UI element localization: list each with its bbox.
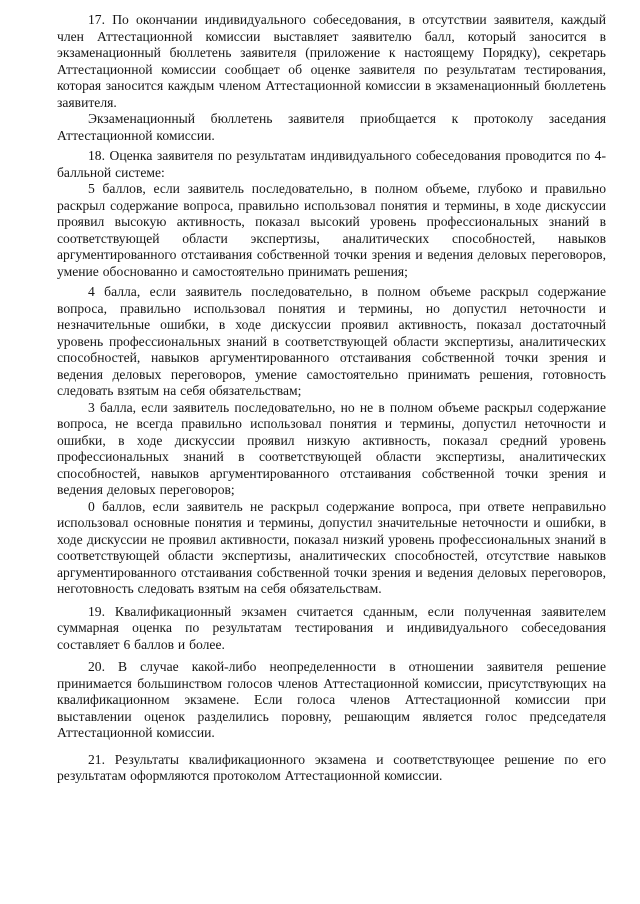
paragraph-score-3: 3 балла, если заявитель последовательно, но не в полном объеме раскрыл содержание вопроса, не всегда правильно использовал понятия и термины, допустил неточности и ошибки, в ходе дискуссии проявил низкую активность, показал средний уровень профессиональных знаний в соответствующей области экспертизы, аналитических способностей, навыков аргументированного отстаивания собственной точки зрения и ведения деловых переговоров;	[57, 399, 606, 497]
paragraph-score-0: 0 баллов, если заявитель не раскрыл содержание вопроса, при ответе неправильно использовал основные понятия и термины, допустил значительные неточности и ошибки, в ходе дискуссии не проявил активности, показал низкий уровень профессиональных знаний в соответствующей области экспертизы, аналитических способностей, отсутствие навыков аргументированного отстаивания собственной точки зрения и ведения деловых переговоров, неготовность следовать взятым на себя обязательствам.	[57, 498, 606, 596]
paragraph-18: 18. Оценка заявителя по результатам индивидуального собеседования проводится по 4-балльной системе:	[57, 148, 606, 180]
paragraph-17: 17. По окончании индивидуального собеседования, в отсутствии заявителя, каждый член Аттестационной комиссии выставляет заявителю балл, который заносится в экзаменационный бюллетень заявителя (приложение к настоящему Порядку), секретарь Аттестационной комиссии сообщает об оценке заявителя по результатам тестирования, которая заносится каждым членом Аттестационной комиссии в экзаменационный бюллетень заявителя.	[57, 12, 606, 110]
paragraph-20: 20. В случае какой-либо неопределенности в отношении заявителя решение принимается большинством голосов членов Аттестационной комиссии, присутствующих на квалификационном экзамене. Если голоса членов Аттестационной комиссии при выставлении оценок разделились поровну, решающим является голос председателя Аттестационной комиссии.	[57, 659, 606, 740]
paragraph-score-5: 5 баллов, если заявитель последовательно, в полном объеме, глубоко и правильно раскрыл содержание вопроса, правильно использовал понятия и термины, в ходе дискуссии проявил высокую активность, показал высокий уровень профессиональных знаний в соответствующей области экспертизы, аналитических способностей, навыков аргументированного отстаивания собственной точки зрения и ведения деловых переговоров, умение обоснованно и самостоятельно принимать решения;	[57, 181, 606, 279]
paragraph-19: 19. Квалификационный экзамен считается сданным, если полученная заявителем суммарная оценка по результатам тестирования и индивидуального собеседования составляет 6 баллов и более.	[57, 603, 606, 652]
paragraph-21: 21. Результаты квалификационного экзамена и соответствующее решение по его результатам оформляются протоколом Аттестационной комиссии.	[57, 751, 606, 783]
paragraph-bulletin: Экзаменационный бюллетень заявителя приобщается к протоколу заседания Аттестационной комиссии.	[57, 111, 606, 143]
paragraph-score-4: 4 балла, если заявитель последовательно, в полном объеме раскрыл содержание вопроса, правильно использовал понятия и термины, но допустил неточности и незначительные ошибки, в ходе дискуссии проявил активность, показал достаточный уровень профессиональных знаний в соответствующей области экспертизы, аналитических способностей, навыков аргументированного отстаивания собственной точки зрения и ведения деловых переговоров, умение самостоятельно принимать решения, готовность следовать взятым на себя обязательствам;	[57, 284, 606, 398]
